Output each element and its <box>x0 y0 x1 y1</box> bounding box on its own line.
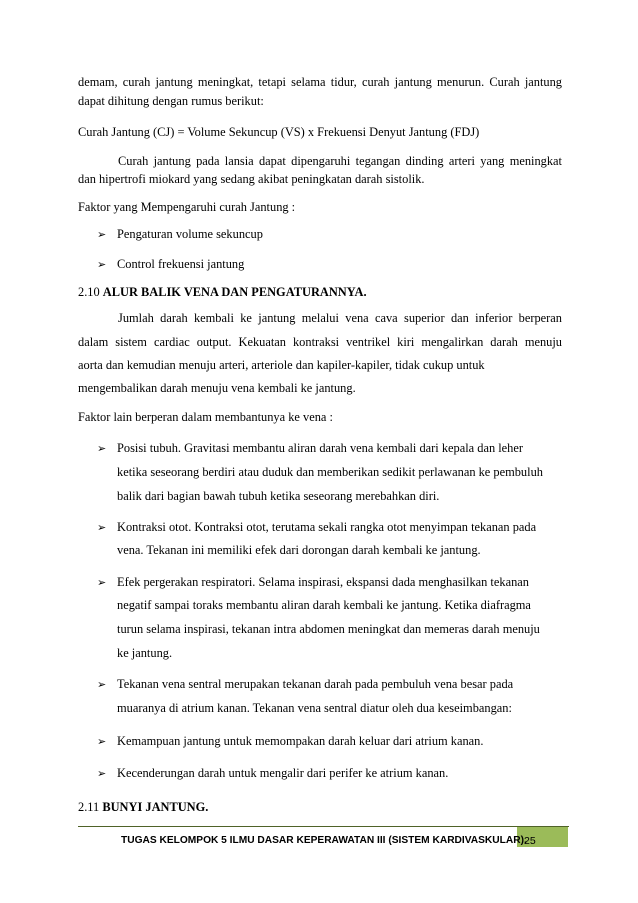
other-factors-heading: Faktor lain berperan dalam membantunya ke vena : <box>78 410 333 424</box>
body-text-line: dan hipertrofi miokard yang sedang akibat peningkatan darah sistolik. <box>78 172 425 186</box>
arrow-bullet-icon: ➢ <box>97 735 107 748</box>
body-text-line: demam, curah jantung meningkat, tetapi selama tidur, curah jantung menurun. Curah jantung <box>78 75 562 89</box>
arrow-bullet-icon: ➢ <box>97 228 107 241</box>
body-text-line: mengembalikan darah menuju vena kembali ke jantung. <box>78 381 356 395</box>
footer-title: TUGAS KELOMPOK 5 ILMU DASAR KEPERAWATAN III (SISTEM KARDIVASKULAR). <box>121 835 527 846</box>
body-text-line: dapat dihitung dengan rumus berikut: <box>78 94 264 108</box>
section-heading-2-10 <box>78 285 562 300</box>
footer-divider <box>78 826 569 827</box>
arrow-bullet-icon: ➢ <box>97 576 107 589</box>
list-item-line: muaranya di atrium kanan. Tekanan vena sentral diatur oleh dua keseimbangan: <box>117 701 512 715</box>
arrow-bullet-icon: ➢ <box>97 442 107 455</box>
section-title: BUNYI JANTUNG. <box>102 800 209 814</box>
body-text-line: Jumlah darah kembali ke jantung melalui vena cava superior dan inferior berperan <box>118 311 562 325</box>
page-number: 25 <box>524 835 536 847</box>
list-item-line: vena. Tekanan ini memiliki efek dari dorongan darah kembali ke jantung. <box>117 543 481 557</box>
body-text-line: aorta dan kemudian menuju arteri, arteriole dan kapiler-kapiler, tidak cukup untuk <box>78 358 485 372</box>
list-item-line: ke jantung. <box>117 646 173 660</box>
list-item-line: Kontraksi otot. Kontraksi otot, terutama sekali rangka otot menyimpan tekanan pada <box>117 520 537 534</box>
list-item-line: turun selama inspirasi, tekanan intra abdomen meningkat dan memeras darah menuju <box>117 622 540 636</box>
list-item-line: ketika seseorang berdiri atau duduk dan memberikan sedikit perlawanan ke pembuluh <box>117 465 543 479</box>
section-number: 2.11 <box>78 800 100 814</box>
arrow-bullet-icon: ➢ <box>97 258 107 271</box>
list-item-line: negatif sampai toraks membantu aliran darah kembali ke jantung. Ketika diafragma <box>117 598 531 612</box>
section-title: ALUR BALIK VENA DAN PENGATURANNYA. <box>102 285 367 299</box>
list-item-line: Efek pergerakan respiratori. Selama inspirasi, ekspansi dada menghasilkan tekanan <box>117 575 529 589</box>
section-heading-2-11 <box>78 800 562 815</box>
factors-heading: Faktor yang Mempengaruhi curah Jantung : <box>78 200 296 214</box>
list-item-line: balik dari bagian bawah tubuh ketika seseorang merebahkan diri. <box>117 489 440 503</box>
list-item: Control frekuensi jantung <box>117 257 245 271</box>
formula-text: Curah Jantung (CJ) = Volume Sekuncup (VS) x Frekuensi Denyut Jantung (FDJ) <box>78 125 480 139</box>
section-number: 2.10 <box>78 285 100 299</box>
body-text-line: dalam sistem cardiac output. Kekuatan kontraksi ventrikel kiri mengalirkan darah menuju <box>78 335 562 349</box>
list-item: Pengaturan volume sekuncup <box>117 227 263 241</box>
list-item-line: Posisi tubuh. Gravitasi membantu aliran darah vena kembali dari kepala dan leher <box>117 441 524 455</box>
body-text-line: Curah jantung pada lansia dapat dipengaruhi tegangan dinding arteri yang meningkat <box>118 154 562 168</box>
arrow-bullet-icon: ➢ <box>97 767 107 780</box>
arrow-bullet-icon: ➢ <box>97 678 107 691</box>
list-item-line: Kecenderungan darah untuk mengalir dari perifer ke atrium kanan. <box>117 766 449 780</box>
list-item-line: Tekanan vena sentral merupakan tekanan darah pada pembuluh vena besar pada <box>117 677 514 691</box>
list-item-line: Kemampuan jantung untuk memompakan darah keluar dari atrium kanan. <box>117 734 484 748</box>
arrow-bullet-icon: ➢ <box>97 521 107 534</box>
